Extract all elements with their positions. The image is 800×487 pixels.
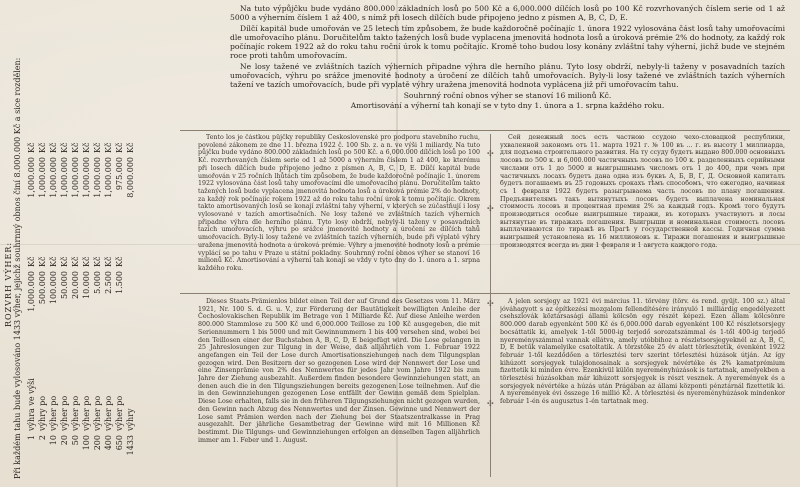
prize-unit: Kč xyxy=(104,256,113,267)
prize-total-unit: Kč xyxy=(38,142,47,153)
prize-count: 1 xyxy=(27,435,36,441)
german-text: Dieses Staats-Prämienlos bildet einen Teil der auf Grund des Gesetzes vom 11. März 1921, Nr. 100 S. d. G. u. V., zur Förderung der Bautätigkeit bewilligten Anleihe der Čechoslovakischen Republik im Betrage von 1 Milliarde Kč. Auf diese Anleihe werden 800.000 Stammlose zu 500 Kč und 6,000.000 Teillose zu 100 Kč ausgegeben, die mit Seriennummern 1 bis 5000 und mit Gewinnummern 1 bis 400 versehen sind, wobei bei den Teillosen einer der Buchstaben A, B, C, D, E beigefügt wird. Die Lose gelangen in 25 Jahreslosungen zur Tilgung in der Weise, daß alljährlich vom 1. Februar 1922 angefangen ein Teil der Lose durch Amortisationsziehungen nach dem Tilgungsplan gezogen wird. Den Besitzern der so gezogenen Lose wird der Nennwert der Lose und eine Zinsenprämie von 2% des Nennwertes für jedes Jahr vom Jahre 1922 bis zum Jahre der Ziehung ausbezahlt. Außerdem finden besondere Gewinnziehungen statt, an denen auch die in den Tilgungsziehungen bereits gezogenen Lose teilnehmen. Auf die in den Gewinnziehungen gezogenen Lose entfällt der Gewinn gemäß dem Spielplan. Diese Lose erhalten, falls sie in den früheren Tilgungsziehungen nicht gezogen wurden, den Gewinn nach Abzug des Nennwertes und der Zinsen. Gewinne und Nennwert der Lose samt Prämien werden nach der Ziehung bei der Staatszentralkasse in Prag ausgezahlt. Der jährliche Gesamtbetrag der Gewinne wird mit 16 Millionen Kč bestimmt. Die Tilgungs- und Gewinnziehungen erfolgen an denselben Tagen alljährlich immer am 1. Feber und 1. August. xyxy=(198,298,480,444)
ornament-icon: ✣ xyxy=(487,204,494,213)
prize-label: výher po xyxy=(82,395,91,431)
prize-label: výhra ve výši xyxy=(27,378,36,431)
czech-text: Tento los je částkou půjčky republiky Československé pro podporu stavebního ruchu, povolené zákonem ze dne 11. března 1922 č. 100 Sb. z. a n. ve výši 1 miliardy. Na tuto půjčku bude vydáno 800.000 základních losů po 500 Kč. a 6,000.000 dílčích losů po 100 Kč. rozvrhovaných číslem serie od 1 až 5000 a výherním číslem 1 až 400, ke kterému při losech dílčích bude připojeno jedno z písmen A, B, C, D, E. Dílčí kapitál bude umořován v 25 ročních lhůtách tím způsobem, že bude každoročně počínajíc 1. únorem 1922 vylosována část losů tahy umořovacími dle umořovacího plánu. Doručitelům takto tažených losů bude vyplacena jmenovitá hodnota losů a úroková prémie 2% do hodnoty, za každý rok počínajíc rokem 1922 až do roku tahu roční úrok k tomu počítajíc. Okrem takto amortisovaných losů se konají zvláštní tahy výherní, v kterých se zúčastňují i losy vylosované v tazích amortisačních. Ne losy tažené ve zvláštních tazích výherních připadne výhra dle herního plánu. Tyto losy obdrží, nebyly-li taženy v posavadních tazích umořovacích, výhru po srážce jmenovité hodnoty a úročení ze dílčích tahů umořovacích. Byly-li losy tažené ve zvláštních tazích výherních, bude při výplatě výhry uražena jmenovitá hodnota a úroková prémie. Výhry a jmenovité hodnoty losů a prémie vyplácí se po tahu v Praze u státní pokladny. Souhrnný roční obnos výher se stanoví 16 milionů Kč. Amortisování a výherní tah konají se vždy v tyto dny do 1. února a 1. srpna každého roku. xyxy=(198,134,480,272)
prize-amount: 500.000 xyxy=(38,271,47,305)
top-paragraph: Souhrnný roční obnos výher se stanoví 16 milionů Kč. xyxy=(403,90,612,100)
hungarian-text-block xyxy=(500,298,785,478)
prize-distribution-intro: Při každém tahu bude vylosováno 1433 výher, jejichž souhrnný obnos činí 8.000.000 Kč a sice rozdělen: xyxy=(13,57,22,479)
prize-total-column xyxy=(26,153,136,237)
prize-label: výher po xyxy=(104,395,113,431)
prize-total: 1,000.000 xyxy=(71,157,80,198)
prize-total: 1,000.000 xyxy=(49,157,58,198)
prize-count: 2 xyxy=(38,435,47,441)
prize-label: výher po xyxy=(60,395,69,431)
prize-total: 1,000.000 xyxy=(60,157,69,198)
prize-label-column xyxy=(26,341,136,431)
prize-amount-column xyxy=(26,267,136,341)
prize-label: výher po xyxy=(49,395,58,431)
prize-total: 1,000.000 xyxy=(104,157,113,198)
czech-text-block xyxy=(198,134,480,290)
prize-count: 100 xyxy=(82,435,91,451)
prize-total-unit: Kč xyxy=(49,142,58,153)
prize-sum-spacer xyxy=(125,271,136,341)
prize-total-unit: Kč xyxy=(60,142,69,153)
ornament-icon: ✣ xyxy=(487,149,494,158)
prize-table xyxy=(26,0,136,487)
prize-unit: Kč xyxy=(115,256,124,267)
prize-count: 10 xyxy=(49,435,58,446)
prize-sum-count: 1433 xyxy=(126,435,135,456)
prize-amount: 5.000 xyxy=(93,271,102,294)
prize-amount: 2.500 xyxy=(104,271,113,294)
prize-unit-column xyxy=(26,237,136,267)
prize-unit: Kč xyxy=(49,256,58,267)
prize-total-unit: Kč xyxy=(115,142,124,153)
horizontal-divider-top xyxy=(180,130,790,131)
ornament-icon: ✣ xyxy=(487,299,494,308)
prize-sum-unit: Kč xyxy=(126,142,135,153)
prize-count: 650 xyxy=(115,435,124,451)
prize-total-unit: Kč xyxy=(27,142,36,153)
prize-total-unit: Kč xyxy=(93,142,102,153)
prize-amount: 100.000 xyxy=(49,271,58,305)
prize-label: výher po xyxy=(93,395,102,431)
prize-unit: Kč xyxy=(93,256,102,267)
prize-count: 50 xyxy=(71,435,80,446)
german-text-block xyxy=(198,298,480,478)
top-paragraph: Amortisování a výherní tah konají se v tyto dny 1. února a 1. srpna každého roku. xyxy=(350,100,665,110)
top-paragraph: Dílčí kapitál bude umořován ve 25 letech tím způsobem, že bude každoročně počínajíc 1. února 1922 vylosována část losů tahy umořovacími dle umořovacího plánu. Doručitelům takto tažených losů bude vyplacena jmenovitá hodnota losů a úroková prémie 2% do hodnoty, za každý rok počínajíc rokem 1922 až do roku tahu roční úrok k tomu počítajíc. Kromě toho budou losy konány zvláštní tahy výherní, jichž bude ve stejném roce proti tahům umořovacím. xyxy=(230,23,785,61)
prize-amount: 50.000 xyxy=(60,271,69,299)
prize-unit: Kč xyxy=(60,256,69,267)
prize-total: 1,000.000 xyxy=(27,157,36,198)
prize-amount: 1,000.000 xyxy=(27,271,36,312)
prize-sum-total: 8,000.000 xyxy=(126,157,135,198)
russian-text: Сей денежный лосъ есть частною ссудою чехо-словацкой республики, ухваленной закономъ отъ 11. марта 1921 г. № 100 въ ... г. въ высоту 1 миллиарда, для подъема строительного развития. На ту ссуду будетъ выдано 800.000 основныхъ лосовъ по 500 к. и 6,000.000 частичныхъ лосовъ по 100 к. разделенныхъ серийными числами отъ 1 до 5000 и выигрышнымъ числомъ отъ 1 до 400, при чемъ при частичныхъ лосахъ будетъ дана одна изъ буквъ А, Б, В, Г, Д. Основной капиталъ будетъ погашаемъ въ 25 годовыхъ срокахъ тѣмъ способомъ, что ежегодно, начиная съ 1 февраля 1922 будетъ разыгрываема часть лосовъ по плану погашения. Предъявителямъ такъ вытянутыхъ лосовъ будетъ выплачена номинальная стоимость лосовъ и процентная премия 2% за каждый годъ. Кромѣ того будутъ производиться особые выигрышные тиражи, въ которыхъ участвуютъ и лосы вытянутые въ тиражахъ погашения. Выигрыши и номинальная стоимость лосовъ выплачиваются по тиражѣ въ Прагѣ у государственной кассы. Годичная сумма выигрышей установлена въ 16 миллионовъ к. Тиражи погашения и выигрышные производятся всегда въ дни 1 февраля и 1 августа каждого года. xyxy=(500,134,785,249)
prize-sum-spacer xyxy=(125,237,136,267)
prize-sum-label: výhry xyxy=(126,408,135,431)
top-conditions-text xyxy=(230,4,785,111)
prize-unit: Kč xyxy=(38,256,47,267)
prize-label: výhry po xyxy=(38,395,47,431)
top-paragraph: Na tuto výpůjčku bude vydáno 800.000 základních losů po 500 Kč a 6,000.000 dílčích losů po 100 Kč rozvrhovaných číslem serie od 1 až 5000 a výherním číslem 1 až 400, s nímž při losech dílčích bude připojeno jedno z písmen A, B, C, D, E. xyxy=(230,4,785,23)
prize-amount: 20.000 xyxy=(71,271,80,299)
prize-unit: Kč xyxy=(27,256,36,267)
prize-unit: Kč xyxy=(82,256,91,267)
prize-count-column xyxy=(26,431,136,487)
prize-distribution-column xyxy=(4,0,135,487)
prize-unit: Kč xyxy=(71,256,80,267)
prize-amount: 10.000 xyxy=(82,271,91,299)
prize-total-unit: Kč xyxy=(104,142,113,153)
russian-text-block xyxy=(500,134,785,290)
prize-amount: 1.500 xyxy=(115,271,124,294)
prize-distribution-title: ROZVRH VÝHER: xyxy=(4,241,13,327)
horizontal-divider-middle xyxy=(180,293,790,294)
prize-count: 400 xyxy=(104,435,113,451)
prize-total-unit: Kč xyxy=(71,142,80,153)
prize-label: výher po xyxy=(115,395,124,431)
prize-total-unit: Kč xyxy=(82,142,91,153)
prize-total: 1,000.000 xyxy=(82,157,91,198)
hungarian-text: A jelen sorsjegy az 1921 évi március 11. törvény (törv. és rend. gyűjt. 100 sz.) által jóváhagyott s az építkezési mozgalom fellendítésére irányuló 1 milliárdig engedélyezett csehszlovák köztársasági állami kölcsön egy részét képezi. Ezen állam kölcsönre 800.000 darab egyenként 500 Kč és 6,000.000 darab egyenként 100 Kč részletsorsjegy bocsáttatik ki, amelyek 1-től 5000-ig terjedő sorozatszámmal és 1-től 400-ig terjedő nyereményszámmal vannak ellátva, amely utóbbihoz a részletsorsjegyeknél az A, B, C, D, E betűk valamelyike csatoltatik. A törzstőke 25 év alatt törlesztetik, évenként 1922 február 1-től kezdődően a törlesztési terv szerint törlesztési húzások útján. Az így kihúzott sorsjegyek tulajdonosainak a sorsjegyek névértéke és 2% kamatprémium fizettetik ki minden évre. Ezenkívül külön nyereményhúzások is tartatnak, amelyekben a törlesztési húzásokban már kihúzott sorsjegyek is részt vesznek. A nyeremények és a sorsjegyek névértéke a húzás után Prágában az állami központi pénztárnál fizettetik ki. A nyeremények évi összege 16 millió Kč. A törlesztési és nyereményhúzások mindenkor február 1-én és augusztus 1-én tartatnak meg. xyxy=(500,298,785,406)
prize-label: výher po xyxy=(71,395,80,431)
ornament-icon: ✣ xyxy=(487,399,494,408)
top-paragraph: Ne losy tažené ve zvláštních tazích výherních připadne výhra dle herního plánu. Tyto losy obdrží, nebyly-li taženy v posavadních tazích umořovacích, výhru po srážce jmenovité hodnoty a úročení ze dílčích tahů umořovacích. Byly-li losy tažené ve zvláštních tazích výherních tažení ve tazích umořovacích, bude při vyplatě výhry uražena jmenovitá hodnota vyplácena již při umořovacím tahu. xyxy=(230,61,785,90)
prize-total: 975.000 xyxy=(115,157,124,191)
prize-total: 1,000.000 xyxy=(38,157,47,198)
prize-count: 20 xyxy=(60,435,69,446)
prize-total: 1,000.000 xyxy=(93,157,102,198)
prize-count: 200 xyxy=(93,435,102,451)
prize-total-unit-column xyxy=(26,123,136,153)
